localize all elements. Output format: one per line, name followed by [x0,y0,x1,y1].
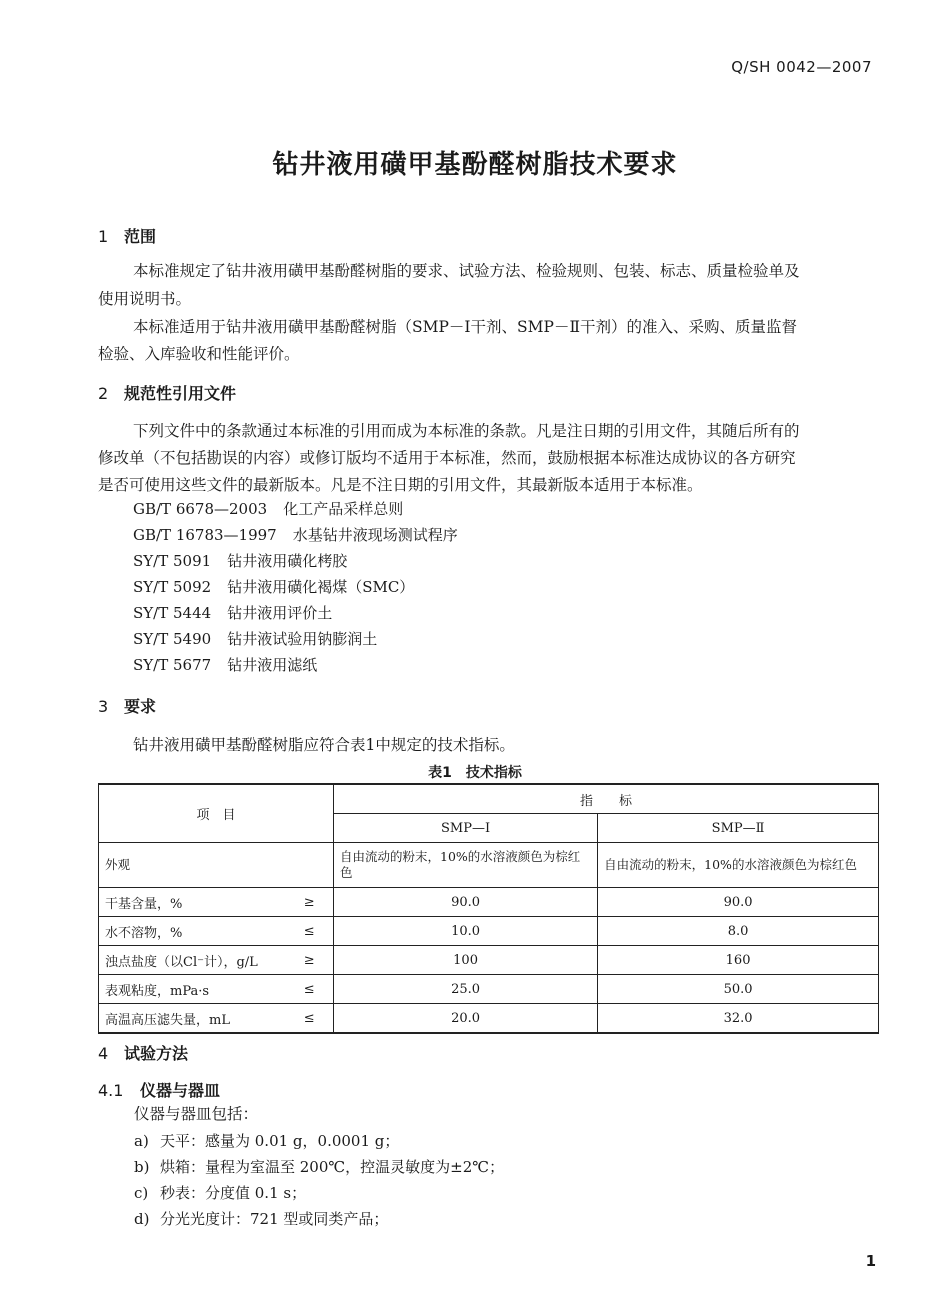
smp1-value: 25.0 [333,975,597,1004]
table-row [99,888,879,917]
page-number: 1 [865,1252,876,1270]
smp1-value: 自由流动的粉末，10%的水溶液颜色为棕红色 [333,843,597,888]
header-index-cell: 指 标 [333,784,878,814]
standard-code: Q/SH 0042—2007 [731,58,872,76]
scope-paragraph-1-line-1: 本标准规定了钻井液用磺甲基酚醛树脂的要求、试验方法、检验规则、包装、标志、质量检验单及 [133,262,800,280]
section-3-heading [98,694,156,717]
scope-paragraph-1-line-2: 使用说明书。 [98,290,192,308]
list-label: b) [134,1158,150,1176]
reference-item [133,498,403,519]
reference-code: SY/T 5092 [133,578,212,596]
reference-item [133,576,414,597]
section-4-heading [98,1041,188,1064]
list-text: 秒表：分度值 0.1 s； [160,1184,307,1202]
row-label: 外观 [99,843,334,888]
comparison-symbol: ≥ [286,888,334,917]
reference-item [133,550,347,571]
list-text: 烘箱：量程为室温至 200℃，控温灵敏度为±2℃； [160,1158,505,1176]
reference-item [133,654,317,675]
requirements-paragraph: 钻井液用磺甲基酚醛树脂应符合表1中规定的技术指标。 [133,736,515,754]
smp1-value: 90.0 [333,888,597,917]
reference-item [133,524,458,545]
section-1-heading [98,224,156,247]
section-number: 3 [98,697,109,716]
table-caption [0,762,950,782]
reference-code: SY/T 5444 [133,604,212,622]
reference-name: 钻井液试验用钠膨润土 [227,630,378,648]
scope-paragraph-2-line-1: 本标准适用于钻井液用磺甲基酚醛树脂（SMP－Ⅰ干剂、SMP－Ⅱ干剂）的准入、采购、质量监督 [133,318,797,336]
subsection-title: 仪器与器皿 [140,1081,221,1100]
refs-intro-line-2: 修改单（不包括勘误的内容）或修订版均不适用于本标准，然而，鼓励根据本标准达成协议的各方研究 [98,449,796,467]
subsection-4-1-heading [98,1078,220,1101]
instrument-item [134,1182,306,1203]
smp2-value: 50.0 [598,975,879,1004]
section-title: 试验方法 [124,1044,189,1063]
smp1-value: 10.0 [333,917,597,946]
table-caption-label: 表1 [428,765,452,781]
table-row [99,975,879,1004]
table-row [99,1004,879,1034]
table-header-row [99,784,879,814]
reference-item [133,628,377,649]
table-row [99,946,879,975]
refs-intro-line-3: 是否可使用这些文件的最新版本。凡是不注日期的引用文件，其最新版本适用于本标准。 [98,476,703,494]
technical-spec-table [98,783,879,1034]
reference-code: SY/T 5490 [133,630,212,648]
smp2-value: 自由流动的粉末，10%的水溶液颜色为棕红色 [598,843,879,888]
refs-intro-line-1: 下列文件中的条款通过本标准的引用而成为本标准的条款。凡是注日期的引用文件，其随后所有的 [133,422,800,440]
section-number: 2 [98,384,109,403]
list-text: 天平：感量为 0.01 g，0.0001 g； [160,1132,400,1150]
comparison-symbol: ≥ [286,946,334,975]
instruments-intro: 仪器与器皿包括： [134,1105,259,1123]
row-label: 水不溶物，% [99,917,286,946]
list-label: d) [134,1210,150,1228]
list-label: a) [134,1132,149,1150]
section-number: 4 [98,1044,109,1063]
smp1-value: 100 [333,946,597,975]
scope-paragraph-2-line-2: 检验、入库验收和性能评价。 [98,345,300,363]
reference-code: SY/T 5677 [133,656,212,674]
smp2-value: 160 [598,946,879,975]
row-label: 高温高压滤失量，mL [99,1004,286,1034]
table-row [99,917,879,946]
section-title: 范围 [124,227,157,246]
reference-code: GB/T 6678—2003 [133,500,268,518]
reference-name: 钻井液用滤纸 [227,656,318,674]
comparison-symbol: ≤ [286,1004,334,1034]
document-title: 钻井液用磺甲基酚醛树脂技术要求 [272,150,678,180]
table-row [99,843,879,888]
section-number: 1 [98,227,109,246]
subsection-number: 4.1 [98,1081,124,1100]
instrument-item [134,1130,399,1151]
row-label: 浊点盐度（以Cl⁻计），g/L [99,946,286,975]
list-label: c) [134,1184,149,1202]
header-smp2-cell: SMP—Ⅱ [598,814,879,843]
reference-item [133,602,332,623]
row-label: 干基含量，% [99,888,286,917]
reference-name: 钻井液用磺化栲胶 [227,552,348,570]
row-label: 表观粘度，mPa·s [99,975,286,1004]
smp2-value: 8.0 [598,917,879,946]
reference-name: 钻井液用磺化褐煤（SMC） [227,578,415,596]
section-title: 规范性引用文件 [124,384,237,403]
section-2-heading [98,381,236,404]
header-item-cell: 项 目 [99,784,334,843]
instrument-item [134,1208,388,1229]
reference-code: SY/T 5091 [133,552,212,570]
section-title: 要求 [124,697,157,716]
smp1-value: 20.0 [333,1004,597,1034]
smp2-value: 90.0 [598,888,879,917]
header-smp1-cell: SMP—Ⅰ [333,814,597,843]
reference-name: 水基钻井液现场测试程序 [292,526,458,544]
table-caption-title: 技术指标 [465,765,522,781]
smp2-value: 32.0 [598,1004,879,1034]
comparison-symbol: ≤ [286,917,334,946]
list-text: 分光光度计：721 型或同类产品； [160,1210,389,1228]
reference-name: 化工产品采样总则 [283,500,404,518]
comparison-symbol: ≤ [286,975,334,1004]
reference-name: 钻井液用评价土 [227,604,333,622]
reference-code: GB/T 16783—1997 [133,526,277,544]
instrument-item [134,1156,504,1177]
